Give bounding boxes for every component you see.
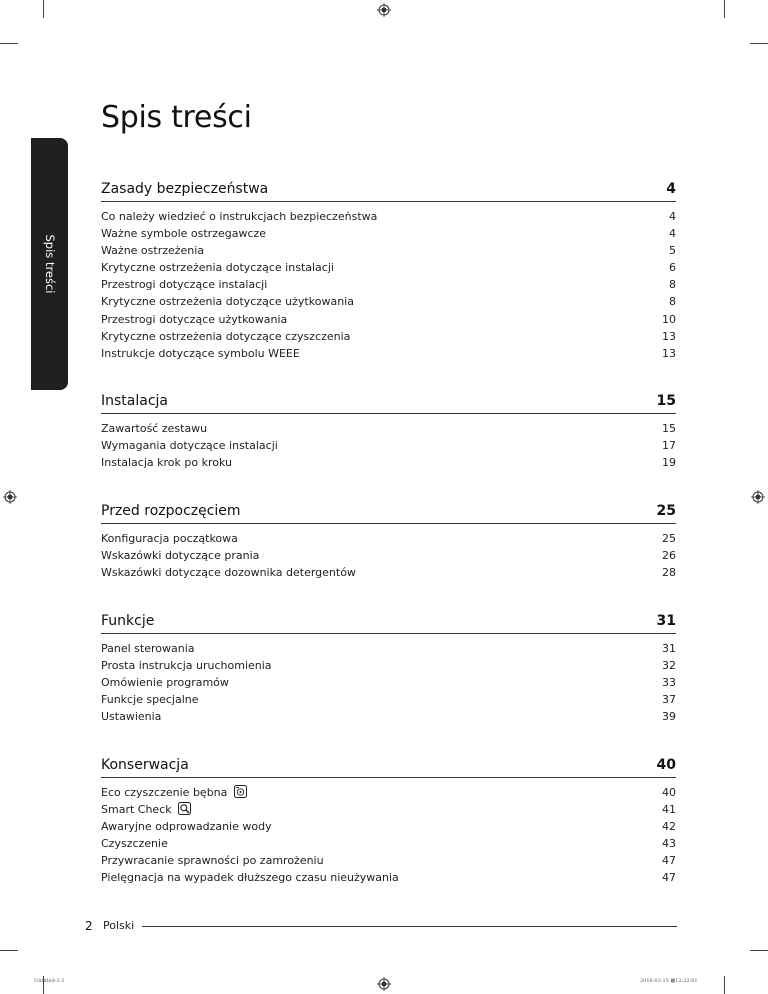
- section-title: Zasady bezpieczeństwa: [101, 181, 269, 197]
- entry-page: 41: [662, 803, 676, 817]
- crop-mark: [750, 43, 768, 44]
- footer-divider: [142, 926, 677, 927]
- entry-page: 26: [662, 549, 676, 563]
- entry-page: 8: [669, 278, 676, 292]
- entry-title: Instalacja krok po kroku: [101, 456, 232, 470]
- entry-page: 37: [662, 693, 676, 707]
- entry-title: Wskazówki dotyczące dozownika detergentów: [101, 566, 356, 580]
- section-page: 40: [656, 757, 676, 773]
- section-title: Konserwacja: [101, 757, 189, 773]
- section-page: 15: [656, 393, 676, 409]
- toc-entry[interactable]: [101, 454, 676, 471]
- toc-entry[interactable]: [101, 691, 676, 708]
- section-title: Przed rozpoczęciem: [101, 503, 241, 519]
- toc-section-maintenance: [101, 757, 676, 887]
- entry-page: 6: [669, 261, 676, 275]
- entry-title: Czyszczenie: [101, 837, 168, 851]
- entry-title: Panel sterowania: [101, 642, 195, 655]
- entry-page: 40: [662, 786, 676, 799]
- section-heading[interactable]: [101, 503, 676, 524]
- entry-page: 13: [662, 329, 676, 343]
- entry-title: Awaryjne odprowadzanie wody: [101, 820, 272, 834]
- entry-title: Co należy wiedzieć o instrukcjach bezpieczeństwa: [101, 210, 378, 223]
- entry-page: 31: [662, 642, 676, 655]
- crop-mark: [724, 0, 725, 18]
- section-heading[interactable]: [101, 757, 676, 778]
- entry-page: 5: [669, 244, 676, 258]
- toc-entry[interactable]: [101, 708, 676, 725]
- section-heading[interactable]: [101, 393, 676, 414]
- entry-title: Wskazówki dotyczące prania: [101, 549, 260, 563]
- toc-entry[interactable]: [101, 869, 676, 886]
- toc-entry[interactable]: [101, 818, 676, 835]
- entry-page: 33: [662, 676, 676, 690]
- drum-clean-icon: [234, 785, 247, 798]
- entry-title: Prosta instrukcja uruchomienia: [101, 659, 272, 673]
- entry-title: Eco czyszczenie bębna: [101, 786, 228, 799]
- toc-entry[interactable]: [101, 530, 676, 547]
- entry-page: 39: [662, 710, 676, 724]
- entry-title: Instrukcje dotyczące symbolu WEEE: [101, 346, 300, 360]
- entry-page: 19: [662, 456, 676, 470]
- registration-mark-icon: [3, 490, 17, 504]
- entry-title: Przywracanie sprawności po zamrożeniu: [101, 854, 324, 868]
- section-page: 31: [656, 613, 676, 629]
- toc-entry[interactable]: [101, 311, 676, 328]
- toc-entry[interactable]: [101, 276, 676, 293]
- toc-entry[interactable]: [101, 345, 676, 362]
- toc-entry[interactable]: [101, 547, 676, 564]
- entry-page: 47: [662, 871, 676, 885]
- crop-mark: [0, 43, 18, 44]
- entry-page: 42: [662, 820, 676, 834]
- entry-page: 4: [669, 210, 676, 223]
- toc-entry[interactable]: [101, 420, 676, 437]
- toc-entry[interactable]: [101, 640, 676, 657]
- toc-entry[interactable]: [101, 328, 676, 345]
- entry-title: Zawartość zestawu: [101, 422, 208, 435]
- registration-mark-icon: [751, 490, 765, 504]
- entry-title: Pielęgnacja na wypadek dłuższego czasu nieużywania: [101, 871, 399, 885]
- entry-page: 13: [662, 346, 676, 360]
- entry-title: Krytyczne ostrzeżenia dotyczące czyszczenia: [101, 329, 351, 343]
- section-title: Funkcje: [101, 613, 155, 629]
- crop-mark: [0, 950, 18, 951]
- entry-title: Krytyczne ostrzeżenia dotyczące instalacji: [101, 261, 334, 275]
- section-heading[interactable]: [101, 181, 676, 202]
- toc-entry[interactable]: [101, 852, 676, 869]
- entry-title: Krytyczne ostrzeżenia dotyczące użytkowania: [101, 295, 354, 309]
- toc-entry[interactable]: [101, 293, 676, 310]
- entry-page: 15: [662, 422, 676, 435]
- entry-page: 10: [662, 312, 676, 326]
- toc-entry[interactable]: [101, 437, 676, 454]
- entry-title: Ustawienia: [101, 710, 162, 724]
- registration-mark-icon: [377, 977, 391, 991]
- toc-entry[interactable]: [101, 242, 676, 259]
- section-title: Instalacja: [101, 393, 168, 409]
- registration-mark-icon: [377, 3, 391, 17]
- toc-section-functions: [101, 613, 676, 725]
- page-title: Spis treści: [101, 100, 252, 135]
- print-slug-right: 2016-02-15 ▩12:22:01: [640, 978, 698, 984]
- toc-entry[interactable]: [101, 657, 676, 674]
- crop-mark: [750, 950, 768, 951]
- entry-title: Funkcje specjalne: [101, 693, 199, 707]
- smart-check-icon: [178, 802, 191, 815]
- entry-page: 28: [662, 566, 676, 580]
- entry-title: Konfiguracja początkowa: [101, 532, 238, 545]
- crop-mark: [724, 976, 725, 994]
- toc-entry[interactable]: [101, 259, 676, 276]
- entry-page: 4: [669, 227, 676, 241]
- entry-page: 17: [662, 439, 676, 453]
- toc-entry[interactable]: [101, 674, 676, 691]
- entry-title: Przestrogi dotyczące użytkowania: [101, 312, 288, 326]
- side-tab[interactable]: [31, 138, 68, 390]
- entry-title: Ważne symbole ostrzegawcze: [101, 227, 267, 241]
- entry-title: Przestrogi dotyczące instalacji: [101, 278, 268, 292]
- toc-entry[interactable]: [101, 208, 676, 225]
- toc-entry[interactable]: [101, 784, 676, 801]
- side-tab-label: Spis treści: [42, 234, 57, 294]
- entry-title: Omówienie programów: [101, 676, 229, 690]
- footer-language: Polski: [103, 919, 135, 932]
- toc-section-installation: [101, 393, 676, 471]
- entry-title: Wymagania dotyczące instalacji: [101, 439, 278, 453]
- toc-section-before-start: [101, 503, 676, 581]
- toc-entry[interactable]: [101, 835, 676, 852]
- entry-page: 8: [669, 295, 676, 309]
- section-page: 25: [656, 503, 676, 519]
- crop-mark: [43, 0, 44, 18]
- entry-title: Ważne ostrzeżenia: [101, 244, 205, 258]
- entry-page: 25: [662, 532, 676, 545]
- entry-page: 32: [662, 659, 676, 673]
- footer-page-number: 2: [85, 919, 93, 933]
- print-slug-left: Untitled-3 2: [34, 978, 65, 984]
- section-page: 4: [666, 181, 676, 197]
- toc-entry[interactable]: [101, 801, 676, 818]
- entry-page: 43: [662, 837, 676, 851]
- toc-section-safety: [101, 181, 676, 362]
- section-heading[interactable]: [101, 613, 676, 634]
- entry-title: Smart Check: [101, 803, 172, 817]
- toc-entry[interactable]: [101, 225, 676, 242]
- entry-page: 47: [662, 854, 676, 868]
- toc-entry[interactable]: [101, 564, 676, 581]
